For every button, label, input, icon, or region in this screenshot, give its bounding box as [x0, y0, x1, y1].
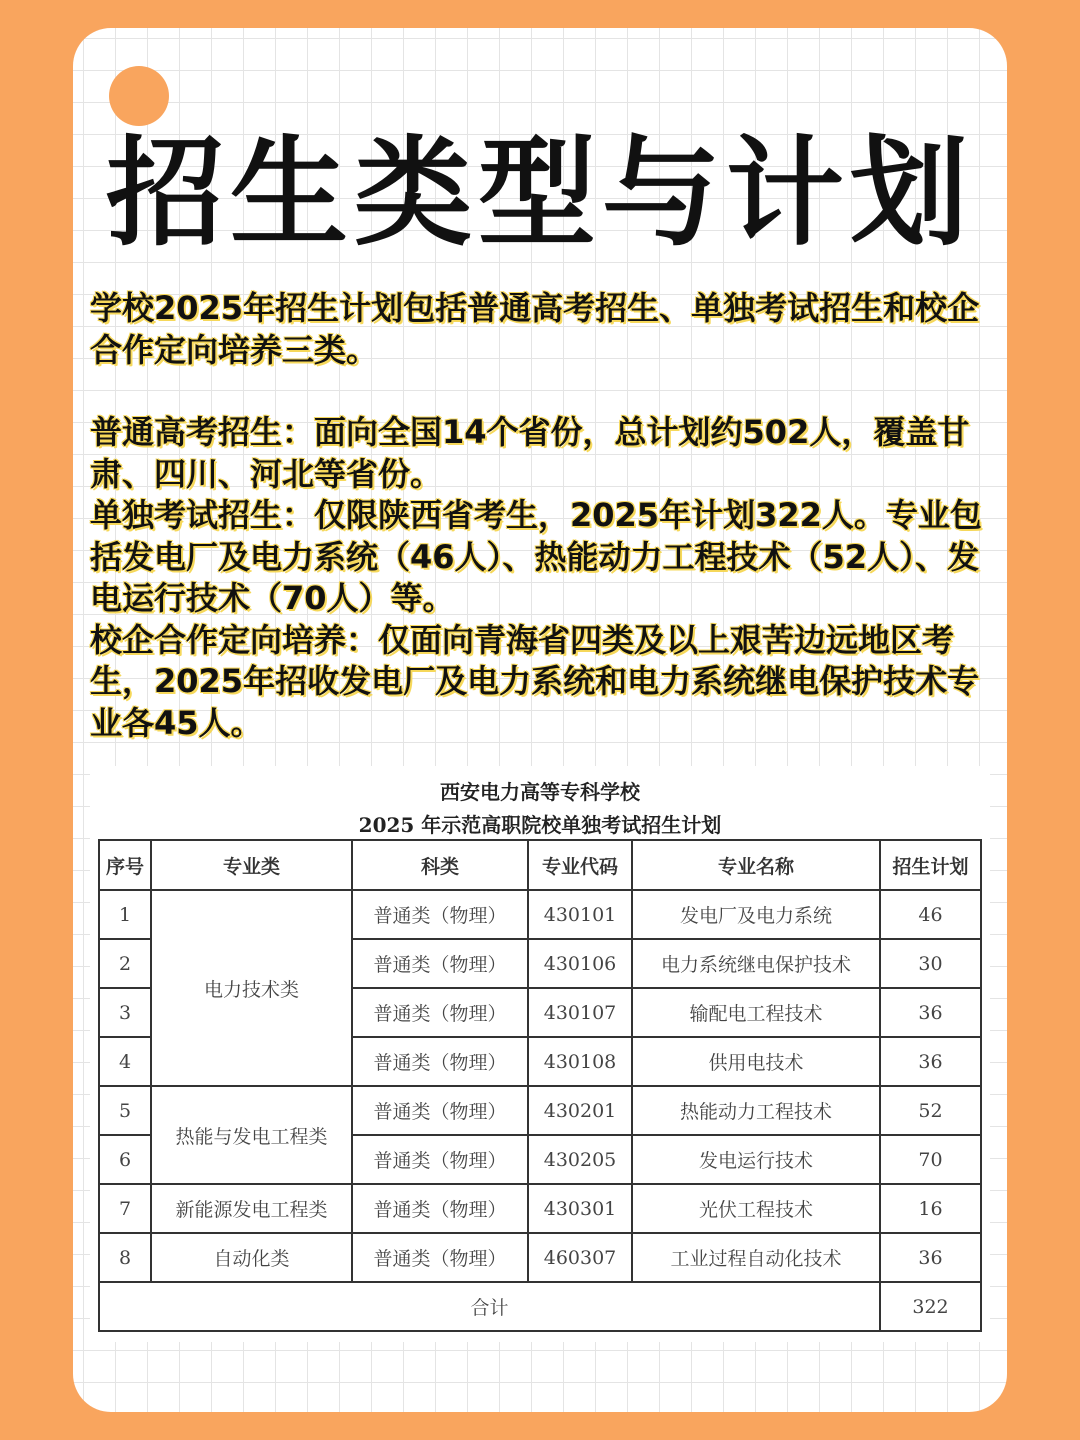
- school-name: 西安电力高等专科学校: [440, 780, 640, 804]
- cell-subject: 普通类（物理）: [352, 1135, 528, 1184]
- cell-code: 430107: [528, 988, 632, 1037]
- cell-plan: 52: [880, 1086, 981, 1135]
- total-label: 合计: [99, 1282, 880, 1331]
- cell-subject: 普通类（物理）: [352, 1037, 528, 1086]
- total-row: [99, 1282, 981, 1331]
- cell-code: 430301: [528, 1184, 632, 1233]
- decorative-dot: [109, 66, 169, 126]
- header-no: 序号: [99, 840, 151, 890]
- cell-major: 工业过程自动化技术: [632, 1233, 880, 1282]
- plan-document: [90, 766, 990, 1342]
- cell-no: 4: [99, 1037, 151, 1086]
- cell-no: 2: [99, 939, 151, 988]
- table-row: [99, 1233, 981, 1282]
- cell-plan: 36: [880, 1037, 981, 1086]
- cell-major: 供用电技术: [632, 1037, 880, 1086]
- cell-no: 3: [99, 988, 151, 1037]
- cell-plan: 30: [880, 939, 981, 988]
- cell-no: 5: [99, 1086, 151, 1135]
- header-category: 专业类: [151, 840, 352, 890]
- cell-plan: 70: [880, 1135, 981, 1184]
- cell-major: 热能动力工程技术: [632, 1086, 880, 1135]
- cell-code: 430205: [528, 1135, 632, 1184]
- cell-code: 430101: [528, 890, 632, 939]
- cell-no: 7: [99, 1184, 151, 1233]
- cell-category: 电力技术类: [151, 890, 352, 1086]
- cell-major: 输配电工程技术: [632, 988, 880, 1037]
- cell-category: 热能与发电工程类: [151, 1086, 352, 1184]
- cell-subject: 普通类（物理）: [352, 988, 528, 1037]
- plan-table: [98, 839, 982, 1332]
- table-row: [99, 1086, 981, 1135]
- page-title: 招生类型与计划: [105, 124, 974, 262]
- cell-plan: 36: [880, 988, 981, 1037]
- table-header-row: [99, 840, 981, 890]
- header-plan: 招生计划: [880, 840, 981, 890]
- cell-code: 430106: [528, 939, 632, 988]
- cell-subject: 普通类（物理）: [352, 1086, 528, 1135]
- cell-subject: 普通类（物理）: [352, 1184, 528, 1233]
- cell-code: 430108: [528, 1037, 632, 1086]
- cell-subject: 普通类（物理）: [352, 890, 528, 939]
- cell-major: 发电厂及电力系统: [632, 890, 880, 939]
- cell-subject: 普通类（物理）: [352, 939, 528, 988]
- paragraph-school-enterprise: 校企合作定向培养：仅面向青海省四类及以上艰苦边远地区考生，2025年招收发电厂及电力系统和电力系统继电保护技术专业各45人。: [90, 620, 980, 742]
- header-major: 专业名称: [632, 840, 880, 890]
- cell-plan: 16: [880, 1184, 981, 1233]
- paragraph-single-exam: 单独考试招生：仅限陕西省考生，2025年计划322人。专业包括发电厂及电力系统（46人）、热能动力工程技术（52人）、发电运行技术（70人）等。: [90, 496, 982, 617]
- cell-category: 新能源发电工程类: [151, 1184, 352, 1233]
- cell-no: 8: [99, 1233, 151, 1282]
- cell-plan: 46: [880, 890, 981, 939]
- cell-major: 发电运行技术: [632, 1135, 880, 1184]
- cell-subject: 普通类（物理）: [352, 1233, 528, 1282]
- intro-paragraph: 学校2025年招生计划包括普通高考招生、单独考试招生和校企合作定向培养三类。: [90, 289, 980, 369]
- plan-title: 2025 年示范高职院校单独考试招生计划: [358, 813, 722, 837]
- header-subject: 科类: [352, 840, 528, 890]
- description: [90, 288, 1000, 744]
- table-row: [99, 890, 981, 939]
- cell-no: 6: [99, 1135, 151, 1184]
- cell-code: 430201: [528, 1086, 632, 1135]
- cell-major: 光伏工程技术: [632, 1184, 880, 1233]
- cell-no: 1: [99, 890, 151, 939]
- paragraph-gaokao: 普通高考招生：面向全国14个省份，总计划约502人，覆盖甘肃、四川、河北等省份。: [90, 413, 970, 493]
- cell-category: 自动化类: [151, 1233, 352, 1282]
- cell-major: 电力系统继电保护技术: [632, 939, 880, 988]
- cell-plan: 36: [880, 1233, 981, 1282]
- total-value: 322: [880, 1282, 981, 1331]
- table-row: [99, 1184, 981, 1233]
- header-code: 专业代码: [528, 840, 632, 890]
- cell-code: 460307: [528, 1233, 632, 1282]
